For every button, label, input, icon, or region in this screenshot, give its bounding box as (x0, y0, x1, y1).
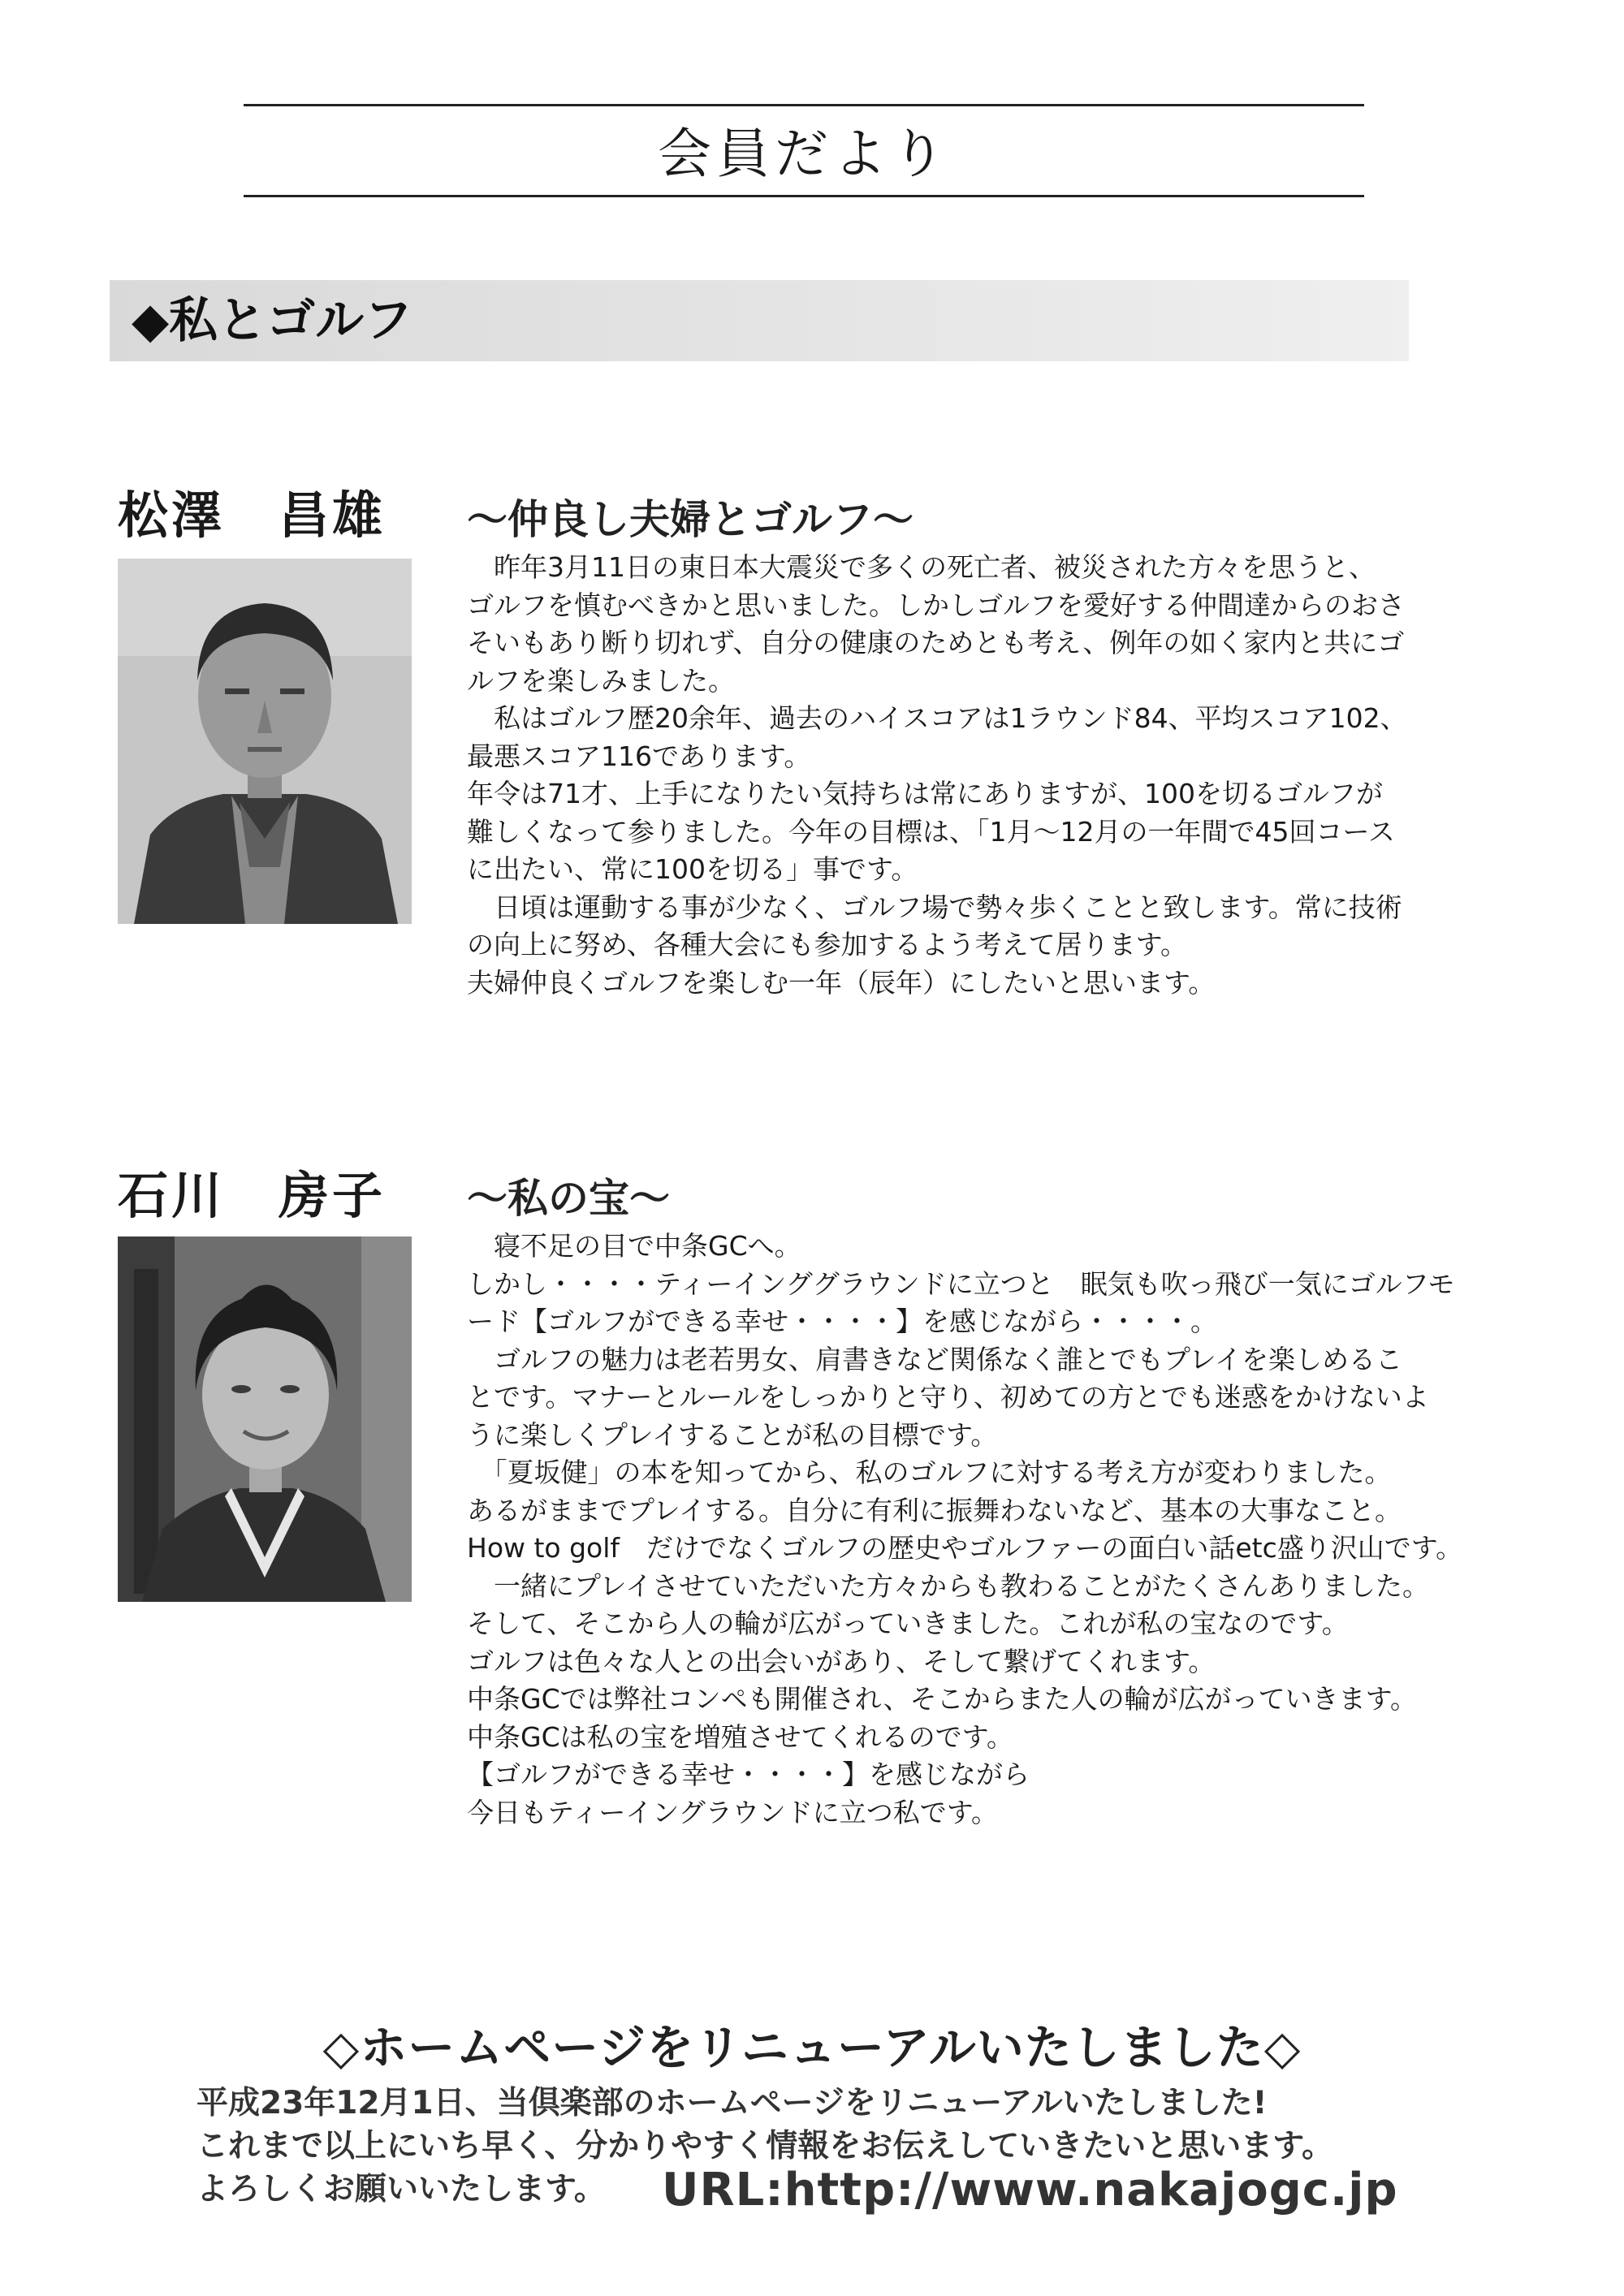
announcement-heading: ◇ホームページをリニューアルいたしました◇ (322, 2020, 1302, 2075)
body-line: 難しくなって参りました。今年の目標は、「1月～12月の一年間で45回コース (467, 815, 1395, 848)
article-title: ～私の宝～ (467, 1174, 670, 1222)
body-line: に出たい、常に100を切る」事です。 (467, 853, 918, 885)
body-line: しかし・・・・ティーインググラウンドに立つと 眠気も吹っ飛び一気にゴルフモ (467, 1267, 1455, 1300)
announcement-line: よろしくお願いいたします。 (197, 2171, 606, 2208)
body-line: 「夏坂健」の本を知ってから、私のゴルフに対する考え方が変わりました。 (467, 1457, 1392, 1488)
body-line: あるがままでプレイする。自分に有利に振舞わないなど、基本の大事なこと。 (467, 1494, 1402, 1526)
title-rule-top (244, 104, 1364, 106)
body-line: 年令は71才、上手になりたい気持ちは常にありますが、100を切るゴルフが (467, 778, 1383, 809)
title-rule-bottom (244, 195, 1364, 197)
body-line: の向上に努め、各種大会にも参加するよう考えて居ります。 (467, 929, 1188, 960)
author-name: 石川 房子 (118, 1166, 387, 1225)
portrait-woman-image (118, 1236, 412, 1602)
body-line: 【ゴルフができる幸せ・・・・】を感じながら (467, 1759, 1030, 1790)
body-line: 寝不足の目で中条GCへ。 (467, 1230, 801, 1262)
body-line: そいもあり断り切れず、自分の健康のためとも考え、例年の如く家内と共にゴ (467, 627, 1405, 658)
body-line: 中条GCは私の宝を増殖させてくれるのです。 (467, 1720, 1013, 1753)
body-line: 今日もティーイングラウンドに立つ私です。 (467, 1796, 999, 1828)
article-body (467, 549, 1514, 1002)
body-line: 中条GCでは弊社コンペも開催され、そこからまた人の輪が広がっていきます。 (467, 1683, 1417, 1715)
author-photo (118, 1236, 412, 1602)
body-line: とです。マナーとルールをしっかりと守り、初めての方とでも迷惑をかけないよ (467, 1381, 1429, 1413)
body-line: 日頃は運動する事が少なく、ゴルフ場で勢々歩くことと致します。常に技術 (467, 891, 1402, 923)
body-line: ゴルフを慎むべきかと思いました。しかしゴルフを愛好する仲間達からのおさ (467, 589, 1405, 621)
site-url-link[interactable]: URL:http://www.nakajogc.jp (662, 2164, 1398, 2216)
article-body (467, 1228, 1514, 1832)
portrait-man-image (118, 559, 412, 924)
body-line: ゴルフは色々な人との出会いがあり、そして繋げてくれます。 (467, 1645, 1216, 1677)
body-line: 私はゴルフ歴20余年、過去のハイスコアは1ラウンド84、平均スコア102、 (467, 702, 1407, 734)
author-photo (118, 559, 412, 924)
page-title: 会員だより (658, 123, 950, 185)
body-line: 一緒にプレイさせていただいた方々からも教わることがたくさんありました。 (467, 1569, 1430, 1602)
body-line: ード【ゴルフができる幸せ・・・・】を感じながら・・・・。 (467, 1306, 1217, 1337)
body-line: うに楽しくプレイすることが私の目標です。 (467, 1418, 998, 1451)
body-line: ルフを楽しみました。 (467, 664, 735, 697)
announcement-line: 平成23年12月1日、当倶楽部のホームページをリニューアルいたしました! (197, 2085, 1268, 2121)
announcement-line: これまで以上にいち早く、分かりやすく情報をお伝えしていきたいと思います。 (197, 2128, 1334, 2164)
body-line: そして、そこから人の輪が広がっていきました。これが私の宝なのです。 (467, 1608, 1349, 1639)
body-line: 最悪スコア116であります。 (467, 740, 811, 772)
body-line: ゴルフの魅力は老若男女、肩書きなど関係なく誰とでもプレイを楽しめるこ (467, 1343, 1403, 1375)
body-line: How to golf だけでなくゴルフの歴史やゴルファーの面白い話etc盛り沢山です。 (467, 1532, 1463, 1564)
body-line: 夫婦仲良くゴルフを楽しむ一年（辰年）にしたいと思います。 (467, 966, 1216, 999)
author-name: 松澤 昌雄 (118, 486, 387, 545)
section-heading: ◆私とゴルフ (132, 292, 413, 349)
body-line: 昨年3月11日の東日本大震災で多くの死亡者、被災された方々を思うと、 (467, 551, 1376, 583)
article-title: ～仲良し夫婦とゴルフ～ (467, 495, 914, 543)
